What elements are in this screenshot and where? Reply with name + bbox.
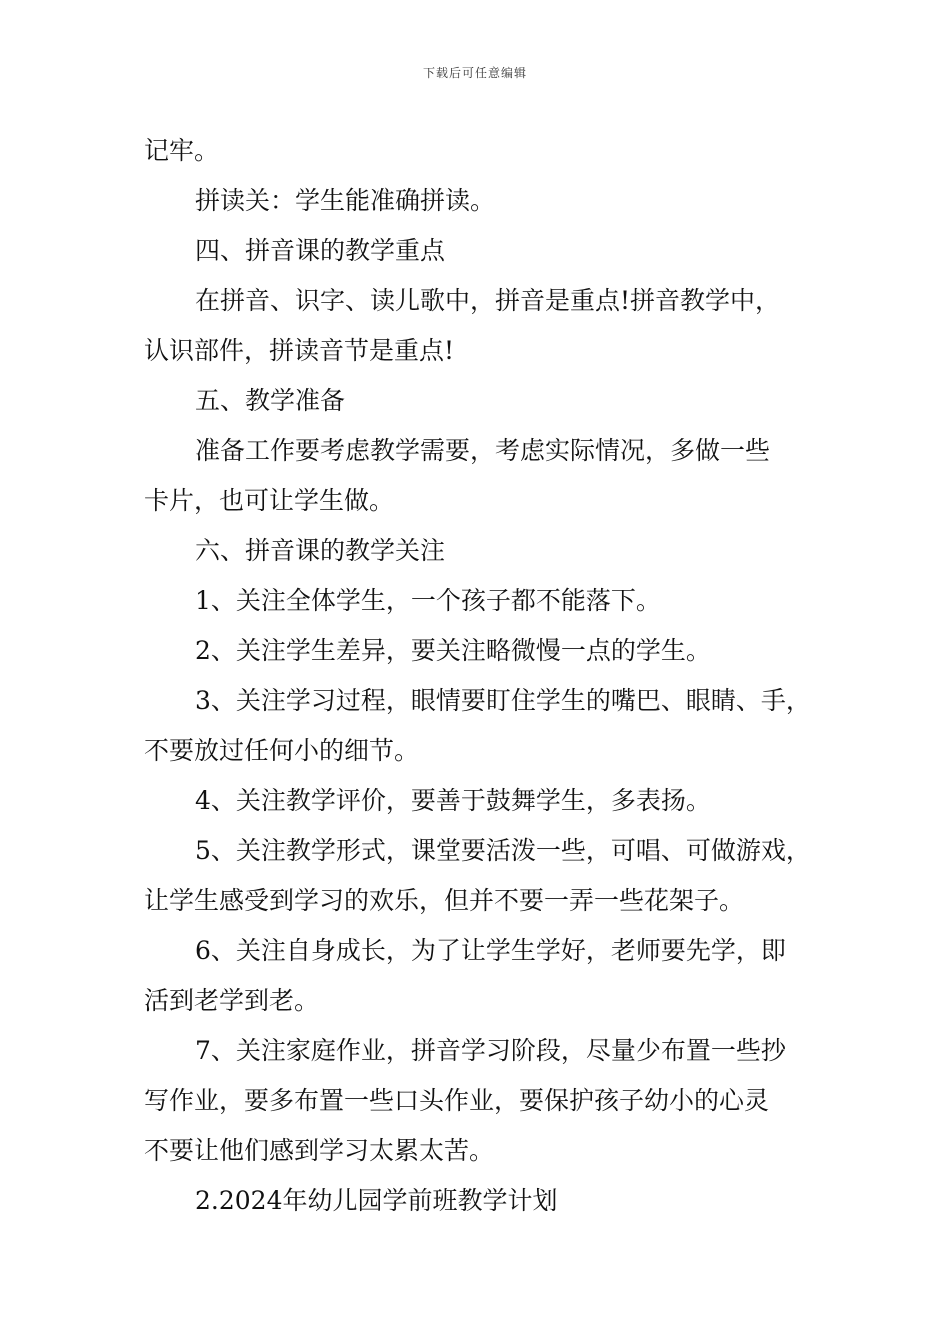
list-item: 7、关注家庭作业，拼音学习阶段，尽量少布置一些抄 — [195, 1036, 786, 1065]
list-item: 2、关注学生差异，要关注略微慢一点的学生。 — [195, 636, 711, 665]
text-line: 卡片，也可让学生做。 — [144, 486, 395, 515]
section-heading: 六、拼音课的教学关注 — [195, 536, 446, 565]
section-heading: 五、教学准备 — [195, 386, 346, 415]
list-item-continuation: 让学生感受到学习的欢乐，但并不要一弄一些花架子。 — [144, 886, 745, 915]
section-title: 2.2024年幼儿园学前班教学计划 — [195, 1186, 558, 1215]
text-line: 认识部件，拼读音节是重点! — [144, 336, 455, 365]
text-line: 在拼音、识字、读儿歌中，拼音是重点!拼音教学中， — [195, 286, 781, 315]
list-item-continuation: 写作业，要多布置一些口头作业，要保护孩子幼小的心灵 — [144, 1086, 770, 1115]
list-item-continuation: 活到老学到老。 — [144, 986, 320, 1015]
list-item-continuation: 不要让他们感到学习太累太苦。 — [144, 1136, 495, 1165]
list-item: 3、关注学习过程，眼情要盯住学生的嘴巴、眼睛、手， — [195, 686, 811, 715]
list-item: 5、关注教学形式，课堂要活泼一些，可唱、可做游戏， — [195, 836, 811, 865]
page-header: 下载后可任意编辑 — [422, 66, 527, 80]
text-line: 准备工作要考虑教学需要，考虑实际情况，多做一些 — [195, 436, 771, 465]
section-heading: 四、拼音课的教学重点 — [195, 236, 446, 265]
list-item: 1、关注全体学生，一个孩子都不能落下。 — [195, 586, 661, 615]
text-line: 记牢。 — [144, 136, 220, 165]
list-item: 6、关注自身成长，为了让学生学好，老师要先学，即 — [195, 936, 786, 965]
list-item: 4、关注教学评价，要善于鼓舞学生，多表扬。 — [195, 786, 711, 815]
document-body — [144, 126, 816, 1226]
text-line: 拼读关：学生能准确拼读。 — [195, 186, 496, 215]
list-item-continuation: 不要放过任何小的细节。 — [144, 736, 420, 765]
